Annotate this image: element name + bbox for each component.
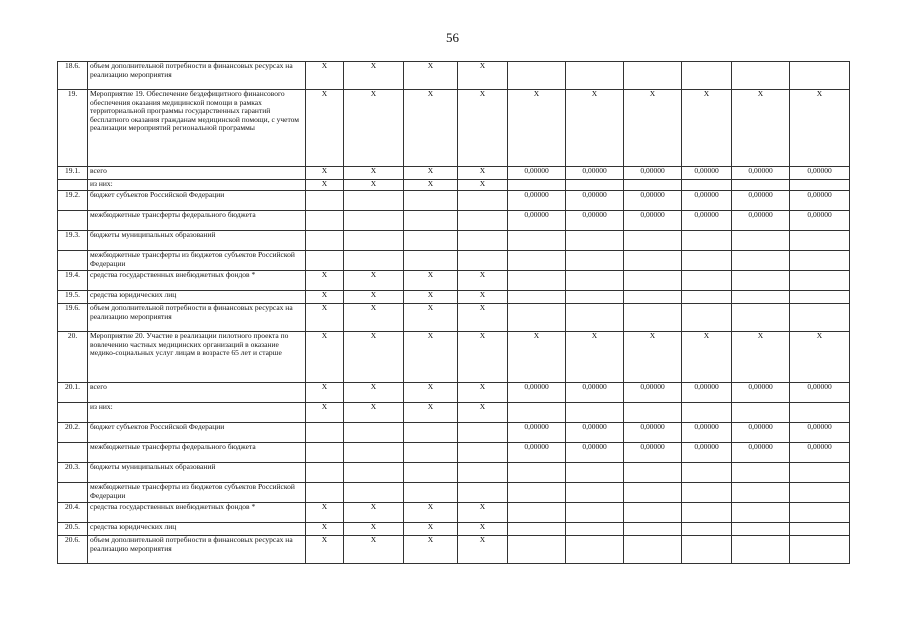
value-cell — [624, 536, 682, 564]
x-cell — [404, 483, 458, 503]
x-cell: X — [344, 304, 404, 332]
x-cell — [404, 211, 458, 231]
x-cell: X — [344, 180, 404, 191]
row-number — [58, 251, 88, 271]
value-cell — [566, 523, 624, 536]
value-cell: 0,00000 — [732, 383, 790, 403]
value-cell: X — [682, 90, 732, 167]
value-cell — [682, 304, 732, 332]
value-cell: X — [732, 332, 790, 383]
x-cell: X — [458, 291, 508, 304]
value-cell — [508, 523, 566, 536]
value-cell — [508, 62, 566, 90]
funding-table — [57, 61, 850, 564]
value-cell — [790, 463, 850, 483]
value-cell: 0,00000 — [790, 423, 850, 443]
value-cell: 0,00000 — [732, 211, 790, 231]
value-cell: 0,00000 — [682, 211, 732, 231]
row-name: бюджеты муниципальных образований — [88, 231, 306, 251]
table-row — [58, 167, 850, 180]
value-cell — [732, 304, 790, 332]
x-cell: X — [344, 90, 404, 167]
row-name: межбюджетные трансферты из бюджетов субъектов Российской Федерации — [88, 251, 306, 271]
row-name: Мероприятие 19. Обеспечение бездефицитного финансового обеспечения оказания медицинской помощи в рамках территориальной программы государственных гарантий бесплатного оказания гражданам медицинской помощи, с учетом реализации мероприятий региональной программы — [88, 90, 306, 167]
row-name: объем дополнительной потребности в финансовых ресурсах на реализацию мероприятия — [88, 62, 306, 90]
value-cell: 0,00000 — [732, 423, 790, 443]
value-cell — [732, 62, 790, 90]
row-name: средства юридических лиц — [88, 523, 306, 536]
value-cell: 0,00000 — [566, 423, 624, 443]
value-cell — [624, 523, 682, 536]
row-name: объем дополнительной потребности в финансовых ресурсах на реализацию мероприятия — [88, 536, 306, 564]
x-cell: X — [306, 90, 344, 167]
value-cell: 0,00000 — [566, 443, 624, 463]
value-cell — [566, 251, 624, 271]
value-cell: 0,00000 — [682, 167, 732, 180]
value-cell — [790, 536, 850, 564]
x-cell: X — [404, 403, 458, 423]
x-cell: X — [306, 403, 344, 423]
value-cell: X — [508, 332, 566, 383]
value-cell — [682, 483, 732, 503]
x-cell: X — [344, 523, 404, 536]
x-cell — [306, 483, 344, 503]
value-cell — [732, 463, 790, 483]
value-cell: 0,00000 — [682, 383, 732, 403]
value-cell — [732, 503, 790, 523]
value-cell — [682, 62, 732, 90]
x-cell: X — [458, 383, 508, 403]
x-cell: X — [306, 167, 344, 180]
row-number: 19.3. — [58, 231, 88, 251]
x-cell: X — [344, 167, 404, 180]
x-cell — [306, 231, 344, 251]
x-cell: X — [306, 180, 344, 191]
value-cell: 0,00000 — [732, 191, 790, 211]
table-row — [58, 332, 850, 383]
value-cell — [732, 291, 790, 304]
row-number — [58, 443, 88, 463]
table-row — [58, 62, 850, 90]
value-cell — [624, 403, 682, 423]
value-cell — [566, 536, 624, 564]
value-cell — [508, 403, 566, 423]
value-cell — [566, 304, 624, 332]
row-number: 19.2. — [58, 191, 88, 211]
value-cell — [682, 251, 732, 271]
value-cell: 0,00000 — [682, 191, 732, 211]
row-name: средства государственных внебюджетных фондов * — [88, 503, 306, 523]
value-cell: 0,00000 — [508, 443, 566, 463]
x-cell: X — [404, 503, 458, 523]
value-cell: 0,00000 — [508, 191, 566, 211]
x-cell: X — [404, 271, 458, 291]
value-cell — [508, 536, 566, 564]
x-cell: X — [404, 62, 458, 90]
value-cell — [624, 271, 682, 291]
row-name: межбюджетные трансферты из бюджетов субъектов Российской Федерации — [88, 483, 306, 503]
value-cell: 0,00000 — [566, 211, 624, 231]
value-cell — [624, 291, 682, 304]
table-row — [58, 503, 850, 523]
table-row — [58, 536, 850, 564]
value-cell — [566, 271, 624, 291]
row-name: средства государственных внебюджетных фондов * — [88, 271, 306, 291]
table-row — [58, 180, 850, 191]
value-cell: 0,00000 — [790, 191, 850, 211]
value-cell — [508, 291, 566, 304]
table-row — [58, 211, 850, 231]
value-cell: 0,00000 — [624, 167, 682, 180]
value-cell: 0,00000 — [790, 167, 850, 180]
value-cell — [682, 503, 732, 523]
value-cell: 0,00000 — [624, 443, 682, 463]
value-cell: 0,00000 — [508, 167, 566, 180]
x-cell — [306, 191, 344, 211]
value-cell — [624, 231, 682, 251]
value-cell — [732, 180, 790, 191]
row-number: 18.6. — [58, 62, 88, 90]
row-name: бюджеты муниципальных образований — [88, 463, 306, 483]
value-cell: X — [790, 332, 850, 383]
page-number: 56 — [446, 30, 459, 45]
x-cell — [404, 463, 458, 483]
value-cell — [682, 536, 732, 564]
value-cell — [624, 251, 682, 271]
table-row — [58, 443, 850, 463]
x-cell — [458, 483, 508, 503]
value-cell — [682, 180, 732, 191]
value-cell: X — [624, 332, 682, 383]
x-cell: X — [344, 503, 404, 523]
row-number — [58, 403, 88, 423]
value-cell — [790, 231, 850, 251]
value-cell: 0,00000 — [790, 383, 850, 403]
x-cell: X — [404, 523, 458, 536]
value-cell — [508, 483, 566, 503]
row-number: 20.6. — [58, 536, 88, 564]
value-cell — [508, 463, 566, 483]
x-cell — [458, 463, 508, 483]
row-number: 19.1. — [58, 167, 88, 180]
x-cell: X — [306, 332, 344, 383]
value-cell — [624, 304, 682, 332]
value-cell: 0,00000 — [732, 443, 790, 463]
value-cell — [790, 271, 850, 291]
x-cell — [458, 251, 508, 271]
value-cell — [790, 503, 850, 523]
value-cell — [624, 180, 682, 191]
table-row — [58, 90, 850, 167]
x-cell: X — [404, 383, 458, 403]
row-name: объем дополнительной потребности в финансовых ресурсах на реализацию мероприятия — [88, 304, 306, 332]
x-cell: X — [306, 62, 344, 90]
x-cell — [404, 423, 458, 443]
row-name: бюджет субъектов Российской Федерации — [88, 423, 306, 443]
value-cell — [790, 523, 850, 536]
x-cell — [458, 231, 508, 251]
x-cell — [458, 191, 508, 211]
x-cell: X — [458, 90, 508, 167]
value-cell: 0,00000 — [624, 423, 682, 443]
x-cell — [344, 483, 404, 503]
value-cell — [566, 231, 624, 251]
value-cell — [508, 304, 566, 332]
value-cell — [566, 503, 624, 523]
value-cell: X — [624, 90, 682, 167]
row-name: средства юридических лиц — [88, 291, 306, 304]
table-row — [58, 251, 850, 271]
row-number: 20.3. — [58, 463, 88, 483]
value-cell — [566, 180, 624, 191]
x-cell: X — [404, 304, 458, 332]
x-cell: X — [458, 403, 508, 423]
x-cell: X — [306, 523, 344, 536]
x-cell: X — [306, 536, 344, 564]
value-cell — [732, 231, 790, 251]
row-number: 20.4. — [58, 503, 88, 523]
table-row — [58, 191, 850, 211]
value-cell — [566, 62, 624, 90]
value-cell — [566, 403, 624, 423]
value-cell — [682, 291, 732, 304]
row-name: межбюджетные трансферты федерального бюджета — [88, 443, 306, 463]
value-cell — [508, 180, 566, 191]
row-name: всего — [88, 383, 306, 403]
row-name: бюджет субъектов Российской Федерации — [88, 191, 306, 211]
value-cell — [624, 483, 682, 503]
x-cell — [404, 443, 458, 463]
value-cell — [566, 291, 624, 304]
table-row — [58, 271, 850, 291]
row-number: 19.6. — [58, 304, 88, 332]
x-cell — [404, 191, 458, 211]
value-cell — [508, 271, 566, 291]
value-cell — [732, 536, 790, 564]
x-cell: X — [404, 167, 458, 180]
x-cell: X — [458, 332, 508, 383]
x-cell: X — [458, 271, 508, 291]
x-cell: X — [306, 503, 344, 523]
value-cell: X — [682, 332, 732, 383]
value-cell: 0,00000 — [566, 167, 624, 180]
value-cell — [508, 231, 566, 251]
value-cell — [790, 483, 850, 503]
value-cell: 0,00000 — [508, 383, 566, 403]
x-cell — [344, 211, 404, 231]
x-cell: X — [458, 304, 508, 332]
table-row — [58, 304, 850, 332]
value-cell — [682, 271, 732, 291]
value-cell — [508, 503, 566, 523]
x-cell: X — [458, 62, 508, 90]
value-cell: 0,00000 — [508, 423, 566, 443]
value-cell: 0,00000 — [682, 443, 732, 463]
value-cell: X — [566, 332, 624, 383]
x-cell: X — [404, 180, 458, 191]
value-cell — [566, 483, 624, 503]
value-cell — [508, 251, 566, 271]
value-cell — [624, 463, 682, 483]
row-number: 20. — [58, 332, 88, 383]
table-row — [58, 291, 850, 304]
x-cell: X — [458, 167, 508, 180]
value-cell: X — [790, 90, 850, 167]
table-row — [58, 423, 850, 443]
value-cell — [732, 403, 790, 423]
x-cell — [458, 443, 508, 463]
x-cell: X — [404, 536, 458, 564]
row-name: из них: — [88, 403, 306, 423]
value-cell — [790, 291, 850, 304]
x-cell — [306, 211, 344, 231]
x-cell — [344, 231, 404, 251]
x-cell — [306, 423, 344, 443]
value-cell — [682, 231, 732, 251]
table-body — [58, 62, 850, 564]
x-cell — [344, 423, 404, 443]
row-name: Мероприятие 20. Участие в реализации пилотного проекта по вовлечению частных медицинских организаций в оказание медико-социальных услуг лицам в возрасте 65 лет и старше — [88, 332, 306, 383]
x-cell — [458, 423, 508, 443]
table-row — [58, 231, 850, 251]
row-number: 19.5. — [58, 291, 88, 304]
x-cell: X — [344, 536, 404, 564]
value-cell — [732, 251, 790, 271]
x-cell — [344, 251, 404, 271]
x-cell: X — [404, 332, 458, 383]
x-cell: X — [344, 403, 404, 423]
x-cell — [344, 443, 404, 463]
value-cell — [682, 403, 732, 423]
table-row — [58, 383, 850, 403]
x-cell: X — [306, 291, 344, 304]
x-cell: X — [344, 332, 404, 383]
value-cell — [790, 180, 850, 191]
value-cell — [566, 463, 624, 483]
x-cell — [458, 211, 508, 231]
x-cell: X — [306, 304, 344, 332]
value-cell: 0,00000 — [790, 443, 850, 463]
value-cell: X — [508, 90, 566, 167]
x-cell: X — [344, 383, 404, 403]
x-cell — [306, 251, 344, 271]
row-number — [58, 180, 88, 191]
value-cell — [790, 304, 850, 332]
x-cell: X — [404, 291, 458, 304]
value-cell: X — [732, 90, 790, 167]
x-cell: X — [458, 523, 508, 536]
value-cell: 0,00000 — [682, 423, 732, 443]
x-cell — [344, 191, 404, 211]
x-cell: X — [344, 62, 404, 90]
value-cell: 0,00000 — [624, 191, 682, 211]
x-cell: X — [344, 271, 404, 291]
value-cell: 0,00000 — [790, 211, 850, 231]
row-number: 20.2. — [58, 423, 88, 443]
table-row — [58, 403, 850, 423]
value-cell: 0,00000 — [508, 211, 566, 231]
value-cell — [624, 503, 682, 523]
value-cell — [732, 271, 790, 291]
value-cell — [790, 403, 850, 423]
row-number: 19. — [58, 90, 88, 167]
row-number: 20.5. — [58, 523, 88, 536]
value-cell: X — [566, 90, 624, 167]
row-name: из них: — [88, 180, 306, 191]
x-cell: X — [306, 271, 344, 291]
value-cell — [682, 523, 732, 536]
value-cell — [624, 62, 682, 90]
x-cell: X — [458, 180, 508, 191]
row-number: 19.4. — [58, 271, 88, 291]
x-cell: X — [306, 383, 344, 403]
value-cell: 0,00000 — [624, 383, 682, 403]
table-row — [58, 523, 850, 536]
table-row — [58, 463, 850, 483]
x-cell: X — [458, 536, 508, 564]
row-name: межбюджетные трансферты федерального бюджета — [88, 211, 306, 231]
x-cell: X — [344, 291, 404, 304]
value-cell: 0,00000 — [624, 211, 682, 231]
row-number — [58, 211, 88, 231]
row-number — [58, 483, 88, 503]
x-cell: X — [404, 90, 458, 167]
value-cell — [790, 62, 850, 90]
value-cell — [790, 251, 850, 271]
value-cell — [732, 483, 790, 503]
x-cell — [306, 463, 344, 483]
x-cell — [404, 251, 458, 271]
value-cell — [682, 463, 732, 483]
value-cell — [732, 523, 790, 536]
table-row — [58, 483, 850, 503]
value-cell: 0,00000 — [566, 383, 624, 403]
value-cell: 0,00000 — [732, 167, 790, 180]
row-number: 20.1. — [58, 383, 88, 403]
x-cell — [344, 463, 404, 483]
value-cell: 0,00000 — [566, 191, 624, 211]
row-name: всего — [88, 167, 306, 180]
x-cell: X — [458, 503, 508, 523]
x-cell — [306, 443, 344, 463]
x-cell — [404, 231, 458, 251]
